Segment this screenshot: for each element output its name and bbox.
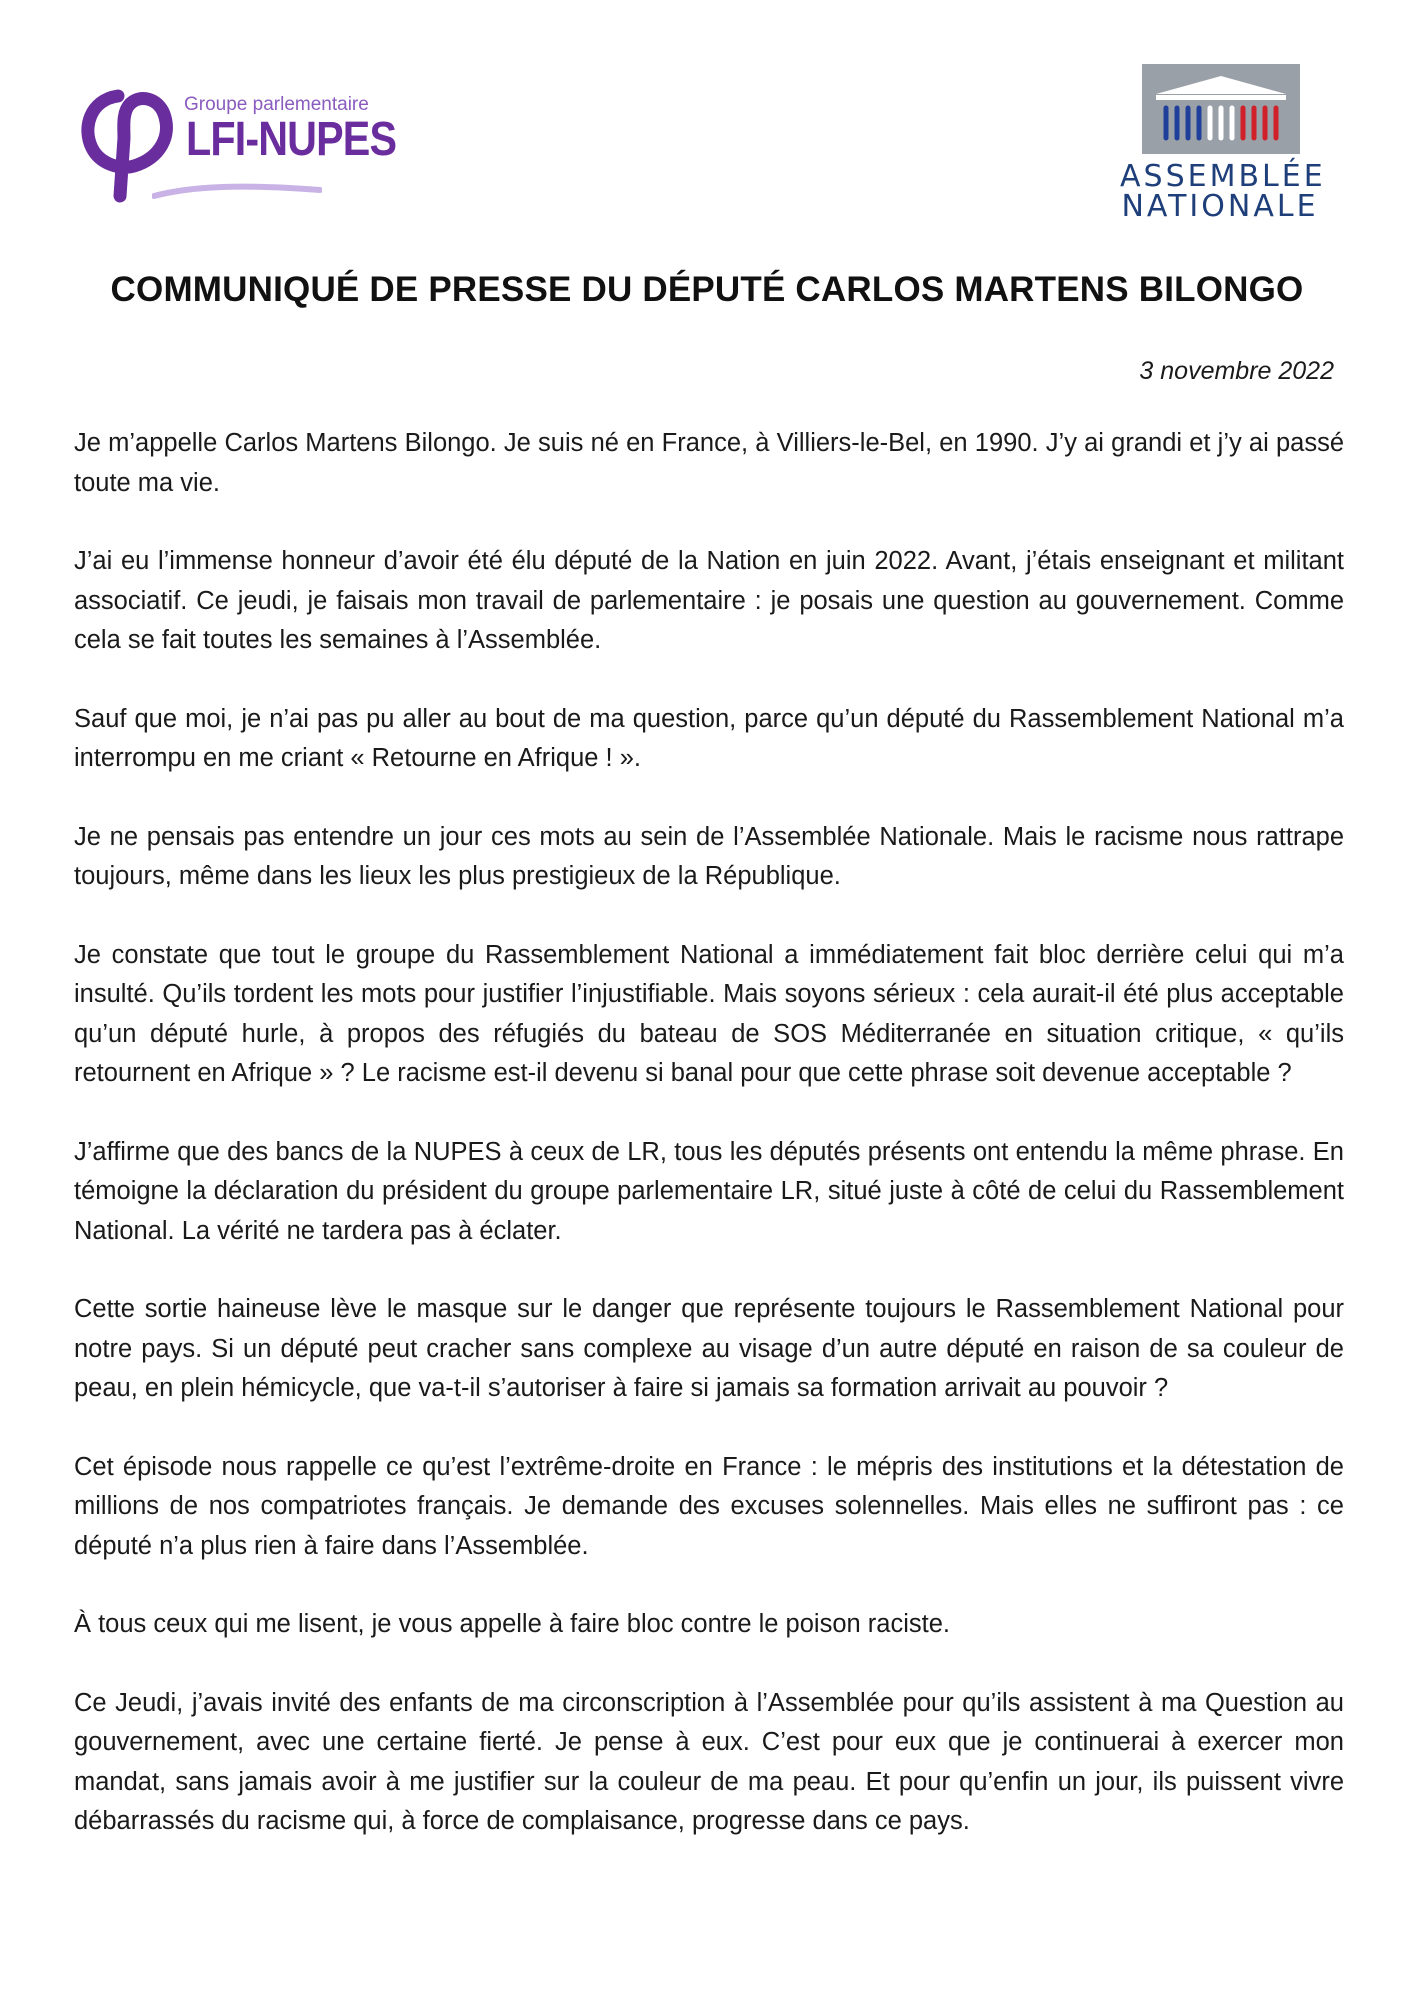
press-release-body [74,424,1344,1881]
an-logo-line2: NATIONALE [1121,189,1319,224]
lfi-subtitle: Groupe parlementaire [184,94,369,115]
paragraph: À tous ceux qui me lisent, je vous appelle à faire bloc contre le poison raciste. [74,1610,950,1638]
paragraph: J’affirme que des bancs de la NUPES à ceux de LR, tous les députés présents ont entendu la même phrase. En témoigne la déclaration du président du groupe parlementaire LR, situé juste à côté de celui du Rassemblement National. La vérité ne tardera pas à éclater. [74,1137,1344,1245]
page-title: COMMUNIQUÉ DE PRESSE DU DÉPUTÉ CARLOS MARTENS BILONGO [110,270,1304,309]
hemicycle-building-icon [1142,64,1300,154]
paragraph: Cette sortie haineuse lève le masque sur le danger que représente toujours le Rassemblement National pour notre pays. Si un député peut cracher sans complexe au visage d’un autre député en raison de sa couleur de peau, en plein hémicycle, que va-t-il s’autoriser à faire si jamais sa formation arrivait au pouvoir ? [74,1295,1344,1402]
paragraph: Sauf que moi, je n’ai pas pu aller au bout de ma question, parce qu’un député du Rassemblement National m’a interrompu en me criant « Retourne en Afrique ! ». [74,704,1344,772]
lfi-name: LFI-NUPES [186,113,397,166]
paragraph: Cet épisode nous rappelle ce qu’est l’extrême-droite en France : le mépris des institutions et la détestation de millions de nos compatriotes français. Je demande des excuses solennelles. Mais elles ne suffiront pas : ce député n’a plus rien à faire dans l’Assemblée. [74,1452,1344,1560]
an-logo-line1: ASSEMBLÉE [1120,159,1326,194]
lfi-nupes-logo [80,78,400,208]
paragraph: Je m’appelle Carlos Martens Bilongo. Je suis né en France, à Villiers-le-Bel, en 1990. J’y ai grandi et j’y ai passé toute ma vie. [74,429,1344,497]
paragraph: Je ne pensais pas entendre un jour ces mots au sein de l’Assemblée Nationale. Mais le racisme nous rattrape toujours, même dans les lieux les plus prestigieux de la République. [74,822,1344,890]
paragraph: J’ai eu l’immense honneur d’avoir été élu député de la Nation en juin 2022. Avant, j’étais enseignant et militant associatif. Ce jeudi, je faisais mon travail de parlementaire : je posais une question au gouvernement. Comme cela se fait toutes les semaines à l’Assemblée. [74,547,1344,654]
publication-date: 3 novembre 2022 [1139,357,1334,385]
assemblee-nationale-logo [1120,64,1326,224]
paragraph: Je constate que tout le groupe du Rassemblement National a immédiatement fait bloc derrière celui qui m’a insulté. Qu’ils tordent les mots pour justifier l’injustifiable. Mais soyons sérieux : cela aurait-il été plus acceptable qu’un député hurle, à propos des réfugiés du bateau de SOS Méditerranée en situation critique, « qu’ils retournent en Afrique » ? Le racisme est-il devenu si banal pour que cette phrase soit devenue acceptable ? [74,940,1344,1087]
swoosh-decoration-icon [152,182,322,202]
paragraph: Ce Jeudi, j’avais invité des enfants de ma circonscription à l’Assemblée pour qu’ils assistent à ma Question au gouvernement, avec une certaine fierté. Je pense à eux. C’est pour eux que je continuerai à exercer mon mandat, sans jamais avoir à me justifier sur la couleur de ma peau. Et pour qu’enfin un jour, ils puissent vivre débarrassés du racisme qui, à force de complaisance, progresse dans ce pays. [74,1688,1344,1835]
